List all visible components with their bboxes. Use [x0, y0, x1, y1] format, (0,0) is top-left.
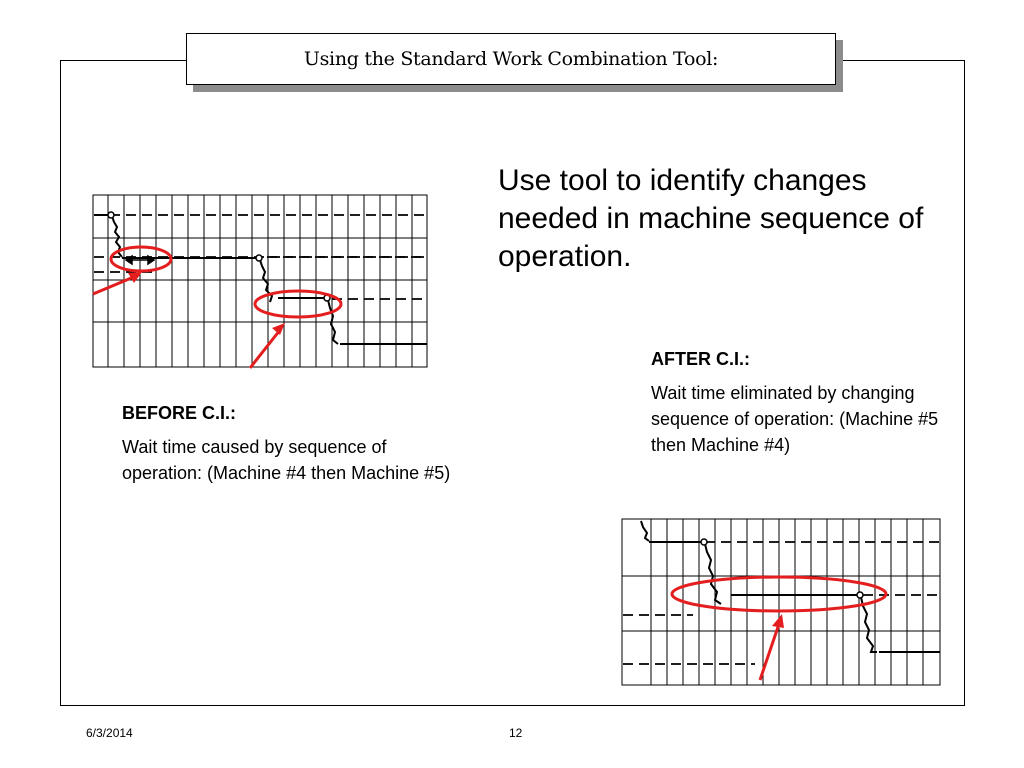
- after-heading: AFTER C.I.:: [651, 349, 750, 369]
- after-note: [651, 346, 941, 458]
- before-chart-grid: [93, 195, 427, 367]
- after-chart-dashed-lines: [623, 542, 940, 664]
- before-note: [122, 400, 452, 486]
- before-work-chart: [92, 194, 432, 374]
- after-chart-grid: [622, 519, 940, 685]
- after-work-chart: [621, 518, 951, 692]
- before-pointer-arrow-1: [93, 276, 136, 294]
- main-statement: Use tool to identify changes needed in machine sequence of operation.: [498, 164, 924, 273]
- after-description: Wait time eliminated by changing sequence of operation: (Machine #5 then Machine #4): [651, 383, 939, 455]
- title-box: [186, 33, 836, 85]
- before-chart-points: [108, 212, 330, 301]
- slide-title: Using the Standard Work Combination Tool:: [303, 48, 719, 70]
- before-pointer-arrow-2: [250, 330, 280, 368]
- before-description: Wait time caused by sequence of operation: (Machine #4 then Machine #5): [122, 437, 451, 483]
- footer-date: 6/3/2014: [86, 726, 133, 740]
- footer-page-number: 12: [509, 726, 523, 740]
- before-highlights: [93, 247, 341, 368]
- after-chart-points: [701, 539, 863, 598]
- before-heading: BEFORE C.I.:: [122, 403, 237, 423]
